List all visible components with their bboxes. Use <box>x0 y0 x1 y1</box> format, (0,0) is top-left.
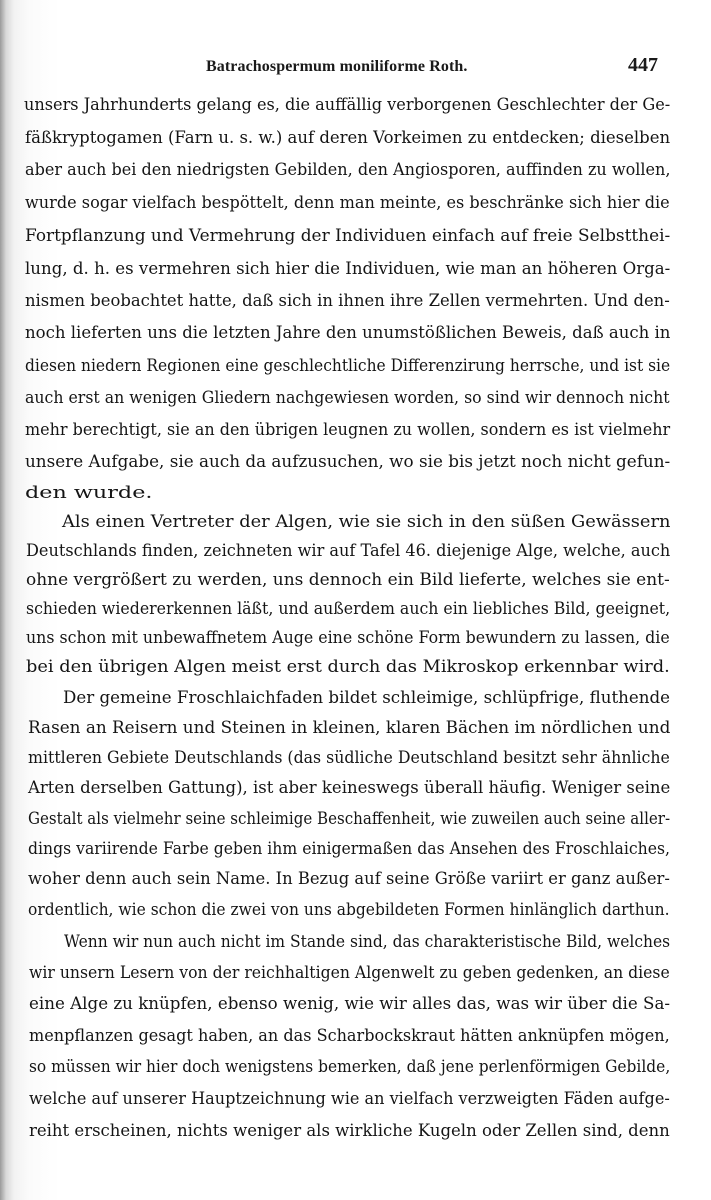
text-line: menpflanzen gesagt haben, an das Scharbockskraut hätten anknüpfen mögen, <box>29 1026 670 1045</box>
text-line: schieden wiedererkennen läßt, und außerdem auch ein liebliches Bild, geeignet, <box>26 599 671 618</box>
text-line: lung, d. h. es vermehren sich hier die Individuen, wie man an höheren Orga- <box>25 259 671 278</box>
text-line: Rasen an Reisern und Steinen in kleinen, klaren Bächen im nördlichen und <box>28 718 671 737</box>
text-line: nismen beobachtet hatte, daß sich in ihnen ihre Zellen vermehrten. Und den- <box>25 291 670 310</box>
text-line: uns schon mit unbewaffnetem Auge eine schöne Form bewundern zu lassen, die <box>26 628 670 647</box>
text-line: welche auf unserer Hauptzeichnung wie an vielfach verzweigten Fäden aufge- <box>29 1089 670 1108</box>
text-line: fäßkryptogamen (Farn u. s. w.) auf deren Vorkeimen zu entdecken; dieselben <box>25 128 671 147</box>
text-line: Wenn wir nun auch nicht im Stande sind, das charakteristische Bild, welches <box>64 932 671 951</box>
text-line: mehr berechtigt, sie an den übrigen leugnen zu wollen, sondern es ist vielmehr <box>25 420 671 439</box>
text-line: aber auch bei den niedrigsten Gebilden, den Angiosporen, auffinden zu wollen, <box>25 160 671 179</box>
text-line: reiht erscheinen, nichts weniger als wirkliche Kugeln oder Zellen sind, denn <box>29 1121 670 1140</box>
text-line: unsers Jahrhunderts gelang es, die auffällig verborgenen Geschlechter der Ge- <box>24 95 671 114</box>
text-line: Fortpflanzung und Vermehrung der Individuen einfach auf freie Selbstthei- <box>25 226 671 245</box>
page-number: 447 <box>628 54 658 76</box>
running-title: Batrachospermum moniliforme Roth. <box>206 58 468 75</box>
text-line: noch lieferten uns die letzten Jahre den unumstößlichen Beweis, daß auch in <box>25 323 671 342</box>
text-line: wurde sogar vielfach bespöttelt, denn man meinte, es beschränke sich hier die <box>25 193 670 212</box>
text-line: unsere Aufgabe, sie auch da aufzusuchen, wo sie bis jetzt noch nicht gefun- <box>25 452 671 471</box>
text-line: Arten derselben Gattung), ist aber keineswegs überall häufig. Weniger seine <box>28 778 671 797</box>
text-line: ohne vergrößert zu werden, uns dennoch ein Bild lieferte, welches sie ent- <box>26 570 670 589</box>
text-line: eine Alge zu knüpfen, ebenso wenig, wie wir alles das, was wir über die Sa- <box>29 994 671 1013</box>
text-line: diesen niedern Regionen eine geschlechtliche Differenzirung herrsche, und ist sie <box>25 356 671 375</box>
text-line: so müssen wir hier doch wenigstens bemerken, daß jene perlenförmigen Gebilde, <box>29 1057 671 1076</box>
text-line: bei den übrigen Algen meist erst durch das Mikroskop erkennbar wird. <box>26 657 670 676</box>
text-line: Der gemeine Froschlaichfaden bildet schleimige, schlüpfrige, fluthende <box>63 688 671 707</box>
text-line: wir unsern Lesern von der reichhaltigen Algenwelt zu geben gedenken, an diese <box>29 963 670 982</box>
text-line: Deutschlands finden, zeichneten wir auf Tafel 46. diejenige Alge, welche, auch <box>26 541 671 560</box>
text-line: dings variirende Farbe geben ihm einigermaßen das Ansehen des Froschlaiches, <box>28 839 670 858</box>
text-line: auch erst an wenigen Gliedern nachgewiesen worden, so sind wir dennoch nicht <box>25 388 670 407</box>
text-line: Gestalt als vielmehr seine schleimige Beschaffenheit, wie zuweilen auch seine aller- <box>28 809 671 828</box>
text-line: woher denn auch sein Name. In Bezug auf seine Größe variirt er ganz außer- <box>28 869 670 888</box>
text-line: mittleren Gebiete Deutschlands (das südliche Deutschland besitzt sehr ähnliche <box>28 748 670 767</box>
text-line: ordentlich, wie schon die zwei von uns abgebildeten Formen hinlänglich darthun. <box>28 900 670 919</box>
text-line: den wurde. <box>25 483 153 502</box>
text-line: Als einen Vertreter der Algen, wie sie sich in den süßen Gewässern <box>62 512 671 531</box>
